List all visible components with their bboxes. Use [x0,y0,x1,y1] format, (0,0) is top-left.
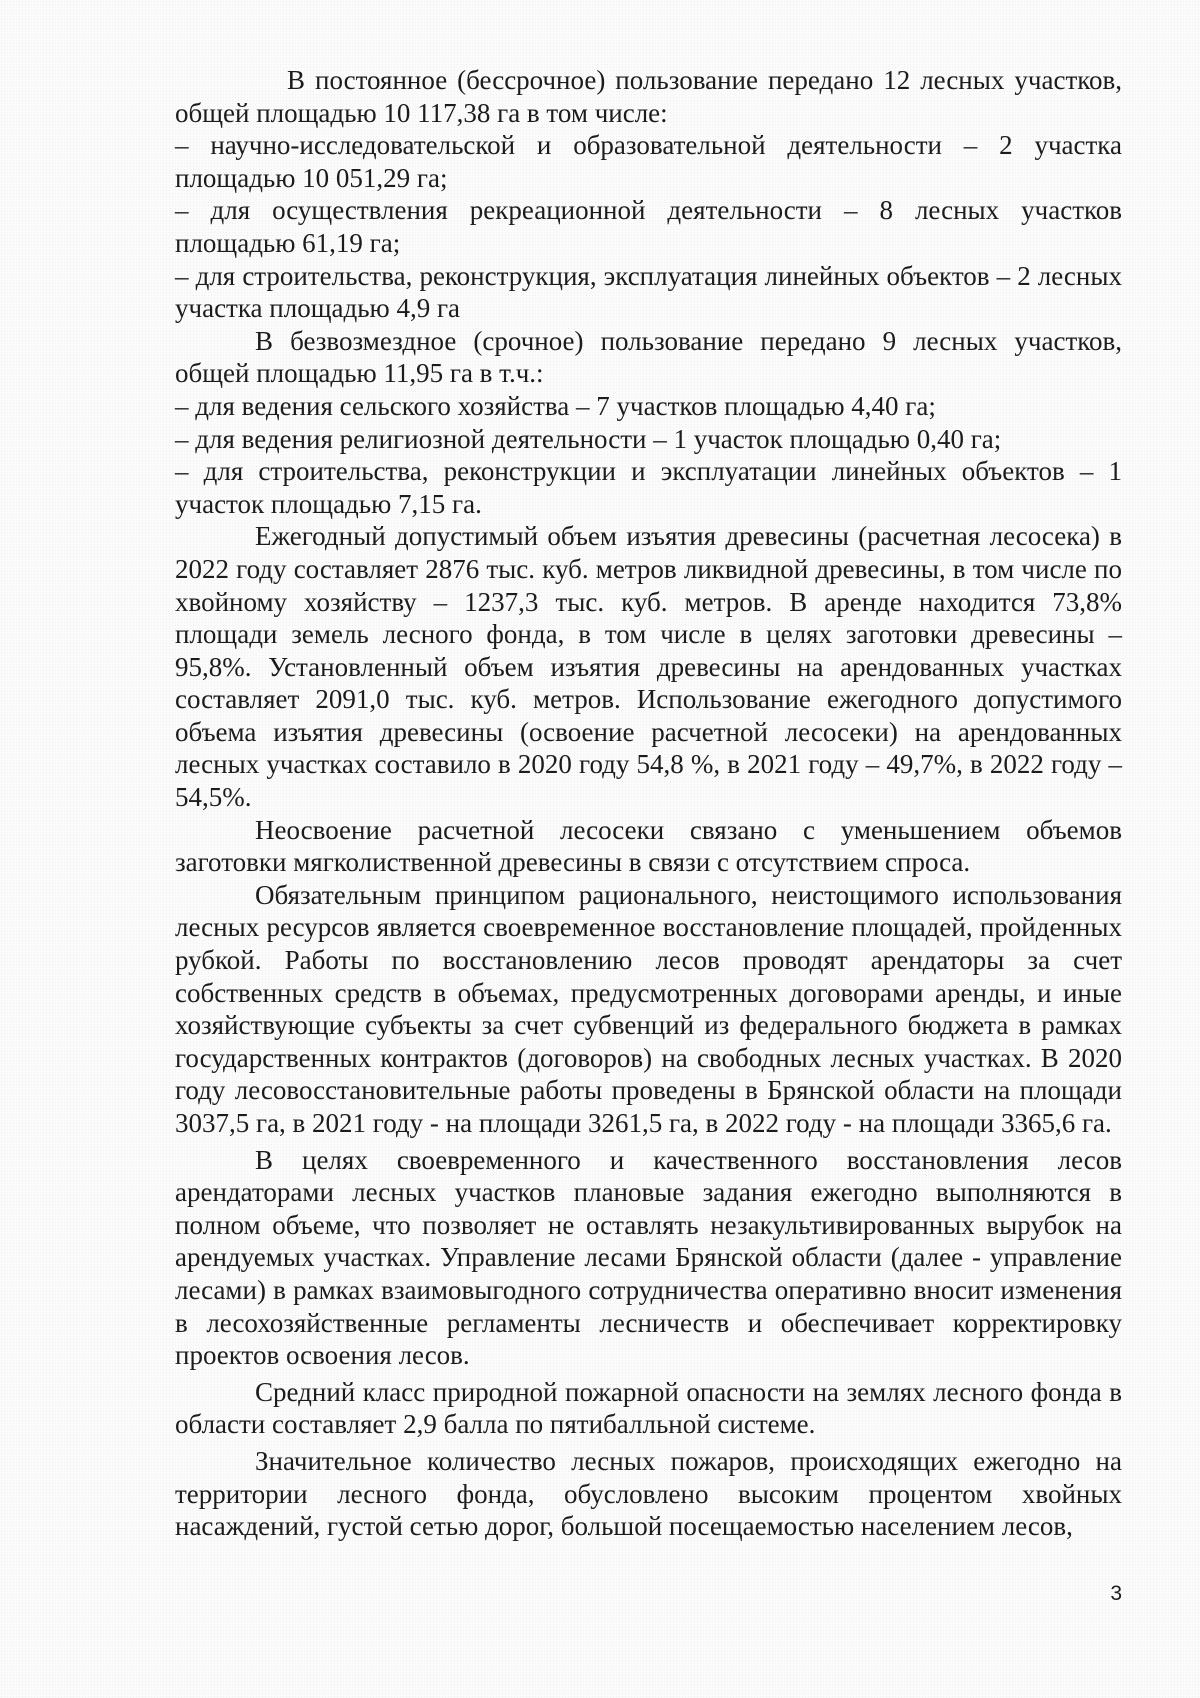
page-number: 3 [1110,1582,1122,1605]
list-item-research: – научно-исследовательской и образовательной деятельности – 2 участка площадью 10 051,29 га; [175,130,1122,193]
paragraph-timely-reforestation: В целях своевременного и качественного восстановления лесов арендаторами лесных участков плановые задания ежегодно выполняются в полном объеме, что позволяет не оставлять незакультивированных вырубок на арендуемых участках. Управление лесами Брянской области (далее - управление лесами) в рамках взаимовыгодного сотрудничества оперативно вносит изменения в лесохозяйственные регламенты лесничеств и обеспечивает корректировку проектов освоения лесов. [175,1144,1122,1371]
paragraph-allowable-cut: Ежегодный допустимый объем изъятия древесины (расчетная лесосека) в 2022 году составляет 2876 тыс. куб. метров ликвидной древесины, в том числе по хвойному хозяйству – 1237,3 тыс. куб. метров. В аренде находится 73,8% площади земель лесного фонда, в том числе в целях заготовки древесины – 95,8%. Установленный объем изъятия древесины на арендованных участках составляет 2091,0 тыс. куб. метров. Использование ежегодного допустимого объема изъятия древесины (освоение расчетной лесосеки) на арендованных лесных участках составило в 2020 году 54,8 %, в 2021 году – 49,7%, в 2022 году – 54,5%. [175,521,1122,813]
list-item-religious: – для ведения религиозной деятельности – 1 участок площадью 0,40 га; [175,423,1002,454]
paragraph-free-use: В безвозмездное (срочное) пользование передано 9 лесных участков, общей площадью 11,95 га в т.ч.: [175,325,1122,389]
paragraph-fire-hazard-class: Средний класс природной пожарной опасности на землях лесного фонда в области составляет 2,9 балла по пятибалльной системе. [175,1376,1122,1440]
document-body [175,64,1122,1543]
list-item-linear-objects-free: – для строительства, реконструкции и эксплуатации линейных объектов – 1 участок площадью 7,15 га. [175,456,1122,519]
list-item-linear-objects: – для строительства, реконструкция, эксплуатация линейных объектов – 2 лесных участка площадью 4,9 га [175,260,1122,324]
paragraph-forest-fires: Значительное количество лесных пожаров, происходящих ежегодно на территории лесного фонда, обусловлено высоким процентом хвойных насаждений, густой сетью дорог, большой посещаемостью населением лесов, [175,1445,1122,1542]
list-item-agriculture: – для ведения сельского хозяйства – 7 участков площадью 4,40 га; [175,390,936,421]
paragraph-reforestation-principle: Обязательным принципом рационального, неистощимого использования лесных ресурсов является своевременное восстановление площадей, пройденных рубкой. Работы по восстановлению лесов проводят арендаторы за счет собственных средств в объемах, предусмотренных договорами аренды, и иные хозяйствующие субъекты за счет субвенций из федерального бюджета в рамках государственных контрактов (договоров) на свободных лесных участках. В 2020 году лесовосстановительные работы проведены в Брянской области на площади 3037,5 га, в 2021 году - на площади 3261,5 га, в 2022 году - на площади 3365,6 га. [175,879,1122,1138]
paragraph-permanent-use: В постоянное (бессрочное) пользование передано 12 лесных участков, общей площадью 10 117,38 га в том числе: [175,65,1122,128]
list-item-recreation: – для осуществления рекреационной деятельности – 8 лесных участков площадью 61,19 га; [175,195,1122,258]
paragraph-undeveloped-cut: Неосвоение расчетной лесосеки связано с уменьшением объемов заготовки мягколиственной древесины в связи с отсутствием спроса. [175,814,1122,878]
